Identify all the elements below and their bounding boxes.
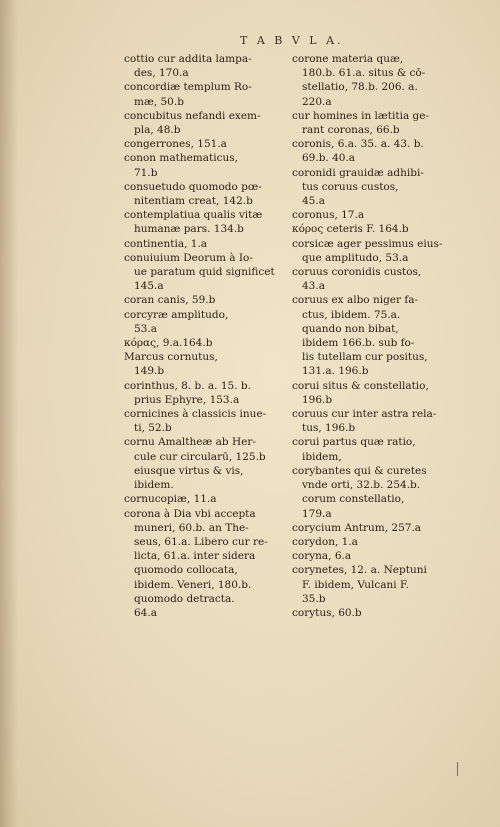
margin-mark <box>457 762 458 776</box>
index-column-right <box>292 52 478 620</box>
index-line: coryna, 6.a <box>292 550 352 563</box>
index-line: corcyræ amplitudo, <box>124 308 229 321</box>
index-line: cule cur circularū, 125.b <box>134 450 266 463</box>
index-line: quando non bibat, <box>302 322 399 335</box>
index-line: concubitus nefandi exem- <box>124 109 261 122</box>
index-line: ti, 52.b <box>134 422 172 435</box>
index-line: 220.a <box>302 95 332 108</box>
index-line: cottio cur addita lampa- <box>124 53 252 65</box>
index-line: κόρος ceteris F. 164.b <box>292 223 409 236</box>
index-line: coronus, 17.a <box>292 209 365 222</box>
index-line: corydon, 1.a <box>292 535 358 548</box>
index-line: corui partus quæ ratio, <box>292 436 416 449</box>
index-line: nitentiam creat, 142.b <box>134 195 253 208</box>
index-line: ibidem 166.b. sub fo- <box>302 337 415 350</box>
index-line: ibidem. <box>134 479 174 492</box>
index-line: 180.b. 61.a. situs & cō- <box>302 67 426 80</box>
index-line: muneri, 60.b. an The- <box>134 521 249 534</box>
index-line: quomodo detracta. <box>134 592 235 605</box>
index-line: 196.b <box>302 393 333 406</box>
index-line: Marcus cornutus, <box>124 351 218 364</box>
index-line: concordiæ templum Ro- <box>124 81 252 94</box>
index-line: ue paratum quid significet <box>134 266 275 279</box>
index-line: corynetes, 12. a. Neptuni <box>292 564 427 577</box>
index-line: consuetudo quomodo pœ- <box>124 180 262 193</box>
index-line: humanæ pars. 134.b <box>134 223 244 236</box>
index-line: ibidem, <box>302 450 342 463</box>
index-line: coronidi grauidæ adhibi- <box>292 166 424 179</box>
index-line: coruus cur inter astra rela- <box>292 408 437 421</box>
index-line: 69.b. 40.a <box>302 152 356 165</box>
index-column-left <box>124 52 310 620</box>
index-line: corum constellatio, <box>302 493 405 506</box>
index-line: stellatio, 78.b. 206. a. <box>302 81 418 94</box>
index-line: conon mathematicus, <box>124 152 238 165</box>
index-line: corinthus, 8. b. a. 15. b. <box>124 379 251 392</box>
index-line: quomodo collocata, <box>134 564 238 577</box>
index-line: coruus coronidis custos, <box>292 266 422 279</box>
index-line: eiusque virtus & vis, <box>134 464 244 477</box>
index-line: 131.a. 196.b <box>302 365 369 378</box>
index-line: corycium Antrum, 257.a <box>292 521 422 534</box>
index-line: coronis, 6.a. 35. a. 43. b. <box>292 138 424 151</box>
index-line: seus, 61.a. Libero cur re- <box>134 535 268 548</box>
index-line: contemplatiua qualis vitæ <box>124 209 263 222</box>
index-line: que amplitudo, 53.a <box>302 251 409 264</box>
page-edge-shadow <box>0 0 18 827</box>
index-line: 45.a <box>302 195 325 208</box>
index-line: conuiuium Deorum à Io- <box>124 251 253 264</box>
index-line: F. ibidem, Vulcani F. <box>302 578 409 591</box>
index-line: corona à Dia vbi accepta <box>124 507 256 520</box>
index-line: pla, 48.b <box>134 124 181 137</box>
index-line: ibidem. Veneri, 180.b. <box>134 578 252 591</box>
index-line: prius Ephyre, 153.a <box>134 393 240 406</box>
index-line: 53.a <box>134 322 157 335</box>
index-line: tus, 196.b <box>302 422 356 435</box>
index-line: congerrones, 151.a <box>124 138 227 151</box>
index-line: cur homines in lætitia ge- <box>292 109 430 122</box>
index-line: 71.b <box>134 166 158 179</box>
index-line: vnde orti, 32.b. 254.b. <box>302 479 421 492</box>
index-line: tus coruus custos, <box>302 180 399 193</box>
index-line: 149.b <box>134 365 165 378</box>
index-line: mæ, 50.b <box>134 95 184 108</box>
index-line: des, 170.a <box>134 67 189 80</box>
index-line: 64.a <box>134 606 157 619</box>
index-line: continentia, 1.a <box>124 237 208 250</box>
index-line: corone materia quæ, <box>292 53 404 65</box>
index-line: κόρας, 9.a.164.b <box>124 337 213 350</box>
index-line: corybantes qui & curetes <box>292 464 427 477</box>
index-line: coran canis, 59.b <box>124 294 216 307</box>
index-line: 43.a <box>302 280 325 293</box>
index-line: rant coronas, 66.b <box>302 124 400 137</box>
index-line: corui situs & constellatio, <box>292 379 429 392</box>
index-line: cornu Amaltheæ ab Her- <box>124 436 256 449</box>
index-line: coruus ex albo niger fa- <box>292 294 419 307</box>
index-line: 179.a <box>302 507 332 520</box>
index-line: corytus, 60.b <box>292 606 362 619</box>
index-line: 35.b <box>302 592 326 605</box>
index-line: 145.a <box>134 280 164 293</box>
index-line: cornucopiæ, 11.a <box>124 493 217 506</box>
index-line: ctus, ibidem. 75.a. <box>302 308 401 321</box>
running-header: T A B V L A. <box>240 34 344 47</box>
index-line: licta, 61.a. inter sidera <box>134 550 256 563</box>
index-line: cornicines à classicis inue- <box>124 408 267 421</box>
index-line: lis tutellam cur positus, <box>302 351 428 364</box>
index-line: corsicæ ager pessimus eius- <box>292 237 443 250</box>
